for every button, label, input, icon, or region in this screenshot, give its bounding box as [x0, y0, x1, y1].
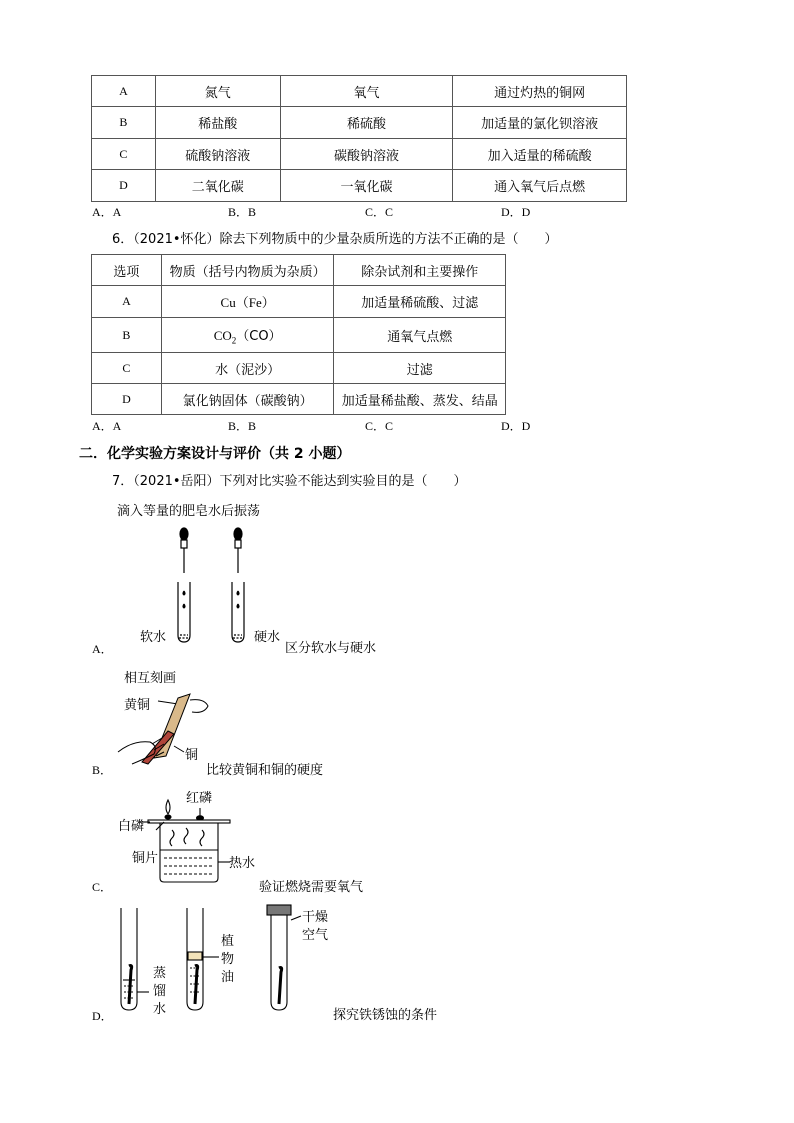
column-header: 选项 — [92, 255, 162, 286]
cell: A — [92, 286, 162, 318]
label-dry-2: 空气 — [302, 928, 329, 943]
cell: 氧气 — [280, 76, 453, 107]
table-row — [92, 384, 506, 415]
caption-b: 比较黄铜和铜的硬度 — [206, 763, 324, 778]
label-brass: 黄铜 — [124, 698, 151, 713]
scratch-test-diagram — [118, 686, 213, 771]
option-b-letter[interactable]: B． — [92, 763, 113, 777]
test-tube-icon — [121, 908, 137, 1010]
combustion-diagram — [148, 790, 238, 890]
choice-c[interactable]: C．C — [365, 419, 394, 433]
cell: A — [92, 76, 156, 107]
question-6-stem: 6．（2021•怀化）除去下列物质中的少量杂质所选的方法不正确的是（ ） — [112, 232, 558, 247]
cell: 二氧化碳 — [155, 170, 280, 202]
cell: 通过灼热的铜网 — [453, 76, 627, 107]
test-tube-icon — [178, 582, 190, 642]
cell: 稀盐酸 — [155, 107, 280, 139]
test-tube-diagram-a — [170, 525, 260, 650]
table-row — [92, 107, 627, 139]
cell: 氯化钠固体（碳酸钠） — [161, 384, 334, 415]
label-oil-1: 植 — [221, 934, 235, 949]
caption-c: 验证燃烧需要氧气 — [259, 880, 364, 895]
formula-suffix: （CO） — [236, 328, 282, 344]
iron-rust-diagram — [115, 904, 305, 1019]
dropper-icon — [180, 528, 188, 573]
dropper-icon — [234, 528, 242, 573]
cell: 一氧化碳 — [280, 170, 453, 202]
cell: B — [92, 318, 162, 353]
cell — [161, 318, 334, 353]
hand-icon — [190, 700, 208, 713]
cell: 加适量稀盐酸、蒸发、结晶 — [334, 384, 506, 415]
cell: D — [92, 384, 162, 415]
cell: 加入适量的稀硫酸 — [453, 139, 627, 170]
cell: B — [92, 107, 156, 139]
choice-d[interactable]: D．D — [501, 205, 531, 219]
table-row — [92, 286, 506, 318]
choice-a[interactable]: A．A — [92, 419, 122, 433]
table-row — [92, 170, 627, 202]
table-row — [92, 76, 627, 107]
cell: Cu（Fe） — [161, 286, 334, 318]
choice-b[interactable]: B．B — [228, 205, 257, 219]
option-c-letter[interactable]: C． — [92, 880, 113, 894]
cell: 水（泥沙） — [161, 353, 334, 384]
caption-a: 区分软水与硬水 — [285, 641, 377, 656]
stopper-icon — [267, 905, 291, 915]
cell: D — [92, 170, 156, 202]
column-header: 物质（括号内物质为杂质） — [161, 255, 334, 286]
label-soft-water: 软水 — [140, 630, 167, 645]
label-dry-1: 干燥 — [302, 910, 329, 925]
flame-icon — [166, 800, 170, 814]
option-d-letter[interactable]: D． — [92, 1009, 113, 1023]
section-title: 二．化学实验方案设计与评价（共 2 小题） — [79, 446, 351, 462]
choice-d[interactable]: D．D — [501, 419, 531, 433]
table-header-row — [92, 255, 506, 286]
test-tube-icon — [187, 908, 203, 1010]
label-scratch: 相互刻画 — [124, 671, 177, 686]
label-soap-water: 滴入等量的肥皂水后振荡 — [117, 504, 261, 519]
test-tube-icon — [267, 905, 291, 1010]
cell: 稀硫酸 — [280, 107, 453, 139]
option-a-letter[interactable]: A． — [92, 642, 113, 656]
choice-b[interactable]: B．B — [228, 419, 257, 433]
question-7-stem: 7．（2021•岳阳）下列对比实验不能达到实验目的是（ ） — [112, 474, 467, 489]
cell: C — [92, 353, 162, 384]
cell: 碳酸钠溶液 — [280, 139, 453, 170]
table-row — [92, 139, 627, 170]
label-copper: 铜 — [185, 748, 199, 763]
label-white-phosphorus: 白磷 — [118, 819, 145, 834]
label-copper-sheet: 铜片 — [132, 851, 159, 866]
cell: 通入氧气后点燃 — [453, 170, 627, 202]
table-row — [92, 353, 506, 384]
choice-a[interactable]: A．A — [92, 205, 122, 219]
cell: 过滤 — [334, 353, 506, 384]
column-header: 除杂试剂和主要操作 — [334, 255, 506, 286]
choice-c[interactable]: C．C — [365, 205, 394, 219]
formula: CO — [213, 327, 232, 343]
cell: 通氧气点燃 — [334, 318, 506, 353]
label-distilled-1: 蒸 — [153, 966, 167, 981]
label-hot-water: 热水 — [229, 856, 256, 871]
subscript: 2 — [231, 335, 237, 346]
cell: 加适量的氯化钡溶液 — [453, 107, 627, 139]
cell: 氮气 — [155, 76, 280, 107]
cell: 硫酸钠溶液 — [155, 139, 280, 170]
table-q6 — [91, 254, 506, 415]
table-q5 — [91, 75, 627, 202]
label-oil-2: 物 — [221, 952, 235, 967]
label-distilled-2: 馏 — [153, 984, 167, 999]
label-distilled-3: 水 — [153, 1002, 167, 1017]
cell: C — [92, 139, 156, 170]
table-row — [92, 318, 506, 353]
iron-nail-icon — [279, 968, 282, 1005]
label-hard-water: 硬水 — [254, 630, 281, 645]
label-red-phosphorus: 红磷 — [186, 791, 213, 806]
label-oil-3: 油 — [221, 970, 235, 985]
test-tube-icon — [232, 582, 244, 642]
caption-d: 探究铁锈蚀的条件 — [333, 1008, 438, 1023]
iron-nail-icon — [195, 966, 198, 1005]
cell: 加适量稀硫酸、过滤 — [334, 286, 506, 318]
oil-layer — [188, 952, 202, 960]
